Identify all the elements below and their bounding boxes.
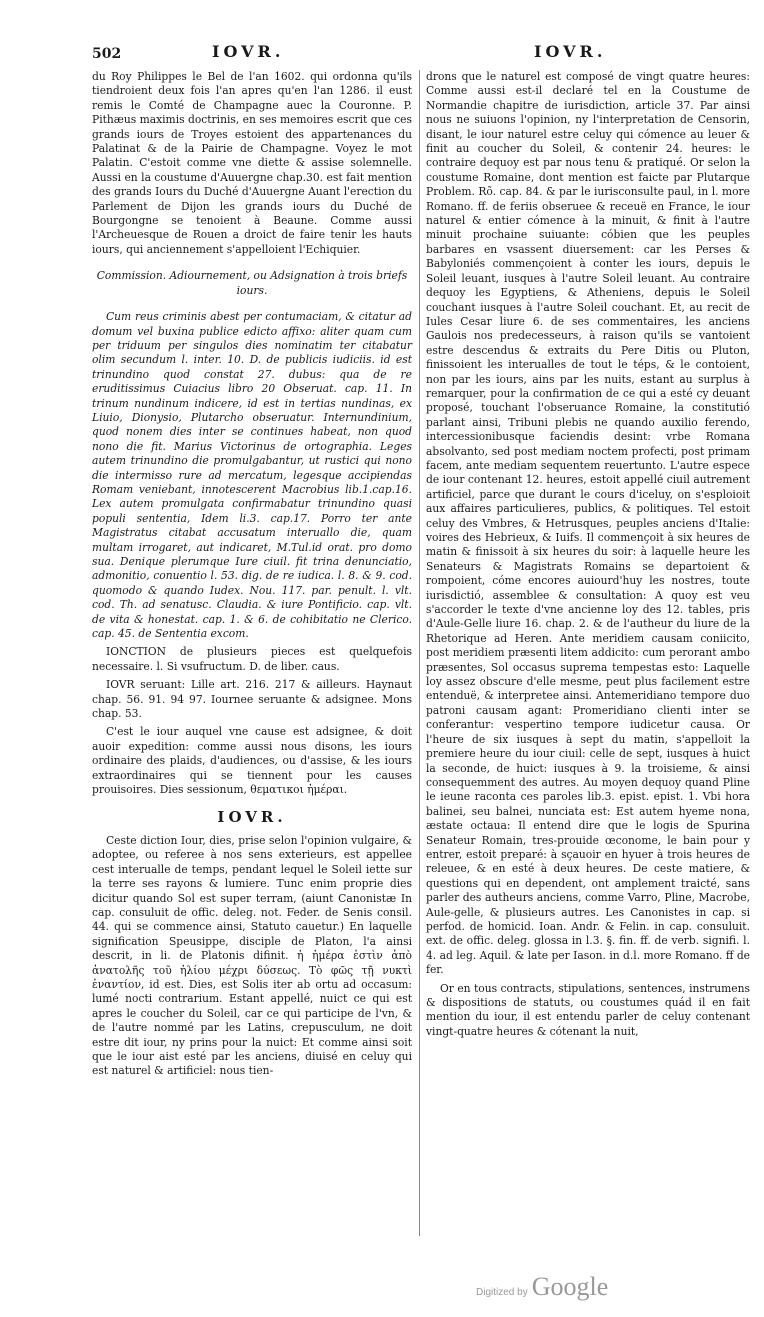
digitized-by-text: Digitized by [476, 1287, 528, 1298]
iour-definition-paragraph: C'est le iour auquel vne cause est adsignee, & doit auoir expedition: comme aussi nous disons, les iours ordinaire des plaids, d'audiences, ou d'assise, & les iours extraordinaires qui se tiennent pour les causes prouisoires. Dies sessionum, θεματικοι ἡμέραι. [92, 725, 412, 797]
iour-servant-entry: IOVR seruant: Lille art. 216. 217 & ailleurs. Haynaut chap. 56. 91. 94 97. Iournee seruante & adsignee. Mons chap. 53. [92, 678, 412, 721]
digitized-watermark [476, 1272, 608, 1302]
latin-passage: Cum reus criminis abest per contumaciam, & citatur ad domum vel buxina publice edicto affixo: aliter quam cum per triduum per singulos dies nominatim ter citabatur olim secundum l. inter. 10. D. de publicis iudiciis. id est trinundino quod constat 27. dubus: qua de re eruditissimus Cuiacius libro 20 Obseruat. cap. 11. In trinum nundinum indicere, id est in tertias nundinas, ex Liuio, Dionysio, Plutarcho obseruatur. Internundinium, quod nonem dies inter se continues habeat, non quod nono die fit. Marius Victorinus de ortographia. Leges autem trinundino die promulgabantur, ut rustici qui nono die intermisso rure ad mercatum, legesque accipiendas Romam veniebant, innotescerent Macrobius lib.1.cap.16. Lex autem promulgata confirmabatur trinundino quasi populi sententia, Idem li.3. cap.17. Porro ter ante Magistratus citabat accusatum interuallo die, quam multam irrogaret, aut indicaret, M.Tul.id orat. pro domo sua. Denique plerumque Iure ciuil. fit trina denunciatio, admonitio, conuentio l. 53. dig. de re iudica. l. 8. & 9. cod. quomodo & quando Iudex. Nou. 117. par. penult. l. vlt. cod. Th. ad senatusc. Claudia. & iure Pontificio. cap. vlt. de vita & honestat. cap. 1. & 6. de cohibitatio ne Clerico. cap. 45. de Sententia excom. [92, 310, 412, 641]
commission-subheading: Commission. Adiournement, ou Adsignation à trois briefs iours. [96, 269, 408, 297]
page-number: 502 [92, 46, 122, 62]
running-head-left: IOVR. [212, 42, 285, 61]
running-head-right: IOVR. [534, 42, 607, 61]
intro-paragraph: du Roy Philippes le Bel de l'an 1602. qui ordonna qu'ils tiendroient deux fois l'an apres qu'en l'an 1286. il eust remis le Comté de Champagne auec la Couronne. P. Pithæus maximis doctrinis, en ses memoires escrit que ces grands iours de Troyes estoient des appartenances du Palatinat & de la Pairie de Champagne. Voyez le mot Palatin. C'estoit comme vne diette & assise solemnelle. Aussi en la coustume d'Auuergne chap.30. est fait mention des grands Iours du Duché d'Auuergne Auant l'erection du Parlement de Dijon les grands iours du Duché de Bourgongne se tenoient à Beaune. Comme aussi l'Archeuesque de Rouen a droict de faire tenir les hauts iours, qui anciennement s'appelloient l'Echiquier. [92, 70, 412, 256]
ionction-entry: IONCTION de plusieurs pieces est quelquefois necessaire. l. Si vsufructum. D. de liber. caus. [92, 645, 412, 673]
right-paragraph-1: drons que le naturel est composé de vingt quatre heures: Comme aussi est-il declaré tel en la Coustume de Normandie chapitre de iurisdiction, article 37. Par ainsi nous ne suiuons l'opinion, ny l'interpretation de Censorin, disant, le iour naturel estre celuy qui cómence au leuer & finit au coucher du Soleil, & contenir 24. heures: le contraire dequoy est par nous tenu & pratiqué. Or selon la coustume Romaine, dont mention est faicte par Plutarque Problem. Rõ. cap. 84. & par le iurisconsulte paul, in l. more Romano. ff. de feriis obseruee & receuë en France, le iour naturel & entier cómence à la minuit, & finit à l'autre minuit prochaine suiuante: cóbien que les peuples barbares en vsassent diuersement: car les Perses & Babyloniés commençoient à conter les iours, depuis le Soleil leuant, iusques à l'autre Soleil leuant. Au contraire dequoy les Egyptiens, & Atheniens, depuis le Soleil couchant iusques à l'autre Soleil couchant. Et, au recit de Iules Cesar liure 6. de ses commentaires, les anciens Gaulois nos predecesseurs, à raison qu'ils se vantoient estre descendus & extraits du Pere Ditis ou Pluton, finissoient les interualles de tout le téps, & le contoient, non par les iours, ains par les nuits, estant au surplus à remarquer, pour la confirmation de ce qui a esté cy deuant proposé, touchant l'obseruance Romaine, la constitutió parlant ainsi, Tribuni plebis ne quando auxilio ferendo, intercessionibusque faciendis desint: vrbe Romana absolvanto, sed post mediam noctem profecti, post primam facem, ante mediam sequentem reuertunto. L'autre espece de iour contenant 12. heures, estoit appellé ciuil autrement artificiel, parce que durant le cours d'iceluy, on s'esploioit aux affaires particulieres, publics, & politiques. Tel estoit celuy des Vmbres, & Hetrusques, peuples anciens d'Italie: voires des Hebrieux, & Iuifs. Il commençoit à six heures de matin & finissoit à six heures du soir: à laquelle heure les Senateurs & Magistrats Romains se departoient & rompoient, cóme encores auiourd'huy les nostres, toute iurisdictió, assemblee & consultation: A quoy est veu s'accorder le texte d'vne ancienne loy des 12. tables, pris d'Aule-Gelle liure 16. chap. 2. & de l'autheur du liure de la Rhetorique ad Heren. Ante meridiem causam coniicito, post meridiem præsenti litem addicito: cum perorant ambo præsentes, Sol occasus suprema tempestas esto: Laquelle loy assez obscure d'elle mesme, peut plus facilement estre entenduë, & interpretee ainsi. Antemeridiano tempore duo patroni causam agant: Promeridiano clienti inter se conferantur: vespertino tempore iudicetur causa. Or l'heure de six iusques à sept du matin, s'appelloit la premiere heure du iour ciuil: celle de sept, iusques à huict la seconde, de huict: iusques à 9. la troisieme, & ainsi consequemment des autres. Au moyen dequoy quand Pline le ieune raconta ces paroles lib.3. epist. epist. 1. Vbi hora balinei, seu balnei, nunciata est: Est autem hyeme nona, æstate octaua: Il entend dire que le logis de Spurina Senateur Romain, tres-prouide œconome, le bain pour y entrer, estoit preparé: à sçauoir en hyuer à trois heures de releuee, & en esté à deux heures. De ceste matiere, & questions qui en dependent, ont amplement traicté, sans parler des autheurs anciens, comme Varro, Pline, Macrobe, Aule-gelle, & plusieurs autres. Les Canonistes in cap. si perfod. de homicid. Ioan. Andr. & Felin. in cap. consuluit. ext. de offic. deleg. glossa in l.3. §. fin. ff. de verb. signifi. l. 4. ad leg. Aquil. & late per Iason. in d.l. more Romano. ff de fer. [426, 70, 750, 977]
diction-paragraph: Ceste diction Iour, dies, prise selon l'opinion vulgaire, & adoptee, ou referee à nos sens exterieurs, est appellee cest interualle de temps, pendant lequel le Soleil iette sur la terre ses rayons & lumiere. Tunc enim proprie dies dicitur quando Sol est super terram, (aiunt Canonistæ In cap. consuluit de offic. deleg. not. Feder. de Senis consil. 44. qui se commence ainsi, Statuto cauetur.) En laquelle signification Speusippe, disciple de Platon, l'a ainsi descrit, in li. de Platonis difinit. ἡ ἡμέρα ἐστὶν ἀπὸ ἀνατολῆς τοῦ ἡλίου μέχρι δύσεως. Τὸ φῶς τῇ νυκτὶ ἐναντίον, id est. Dies, est Solis iter ab ortu ad occasum: lumé nocti contrarium. Estant appellé, nuict ce qui est apres le coucher du Soleil, car ce qui participe de l'vn, & de l'autre nommé par les Latins, crepusculum, ne doit estre dit iour, ny prins pour la nuict: Et comme ainsi soit que le iour aist esté par les anciens, diuisé en celuy qui est naturel & artificiel: nous tien- [92, 833, 412, 1078]
google-logo: Google [531, 1272, 609, 1301]
left-column [92, 70, 412, 1083]
right-column [419, 70, 750, 1236]
section-title: IOVR. [217, 807, 287, 826]
right-paragraph-2: Or en tous contracts, stipulations, sentences, instrumens & dispositions de statuts, ou coustumes quád il en fait mention du iour, il est entendu parler de celuy contenant vingt-quatre heures & cótenant la nuit, [426, 981, 750, 1038]
